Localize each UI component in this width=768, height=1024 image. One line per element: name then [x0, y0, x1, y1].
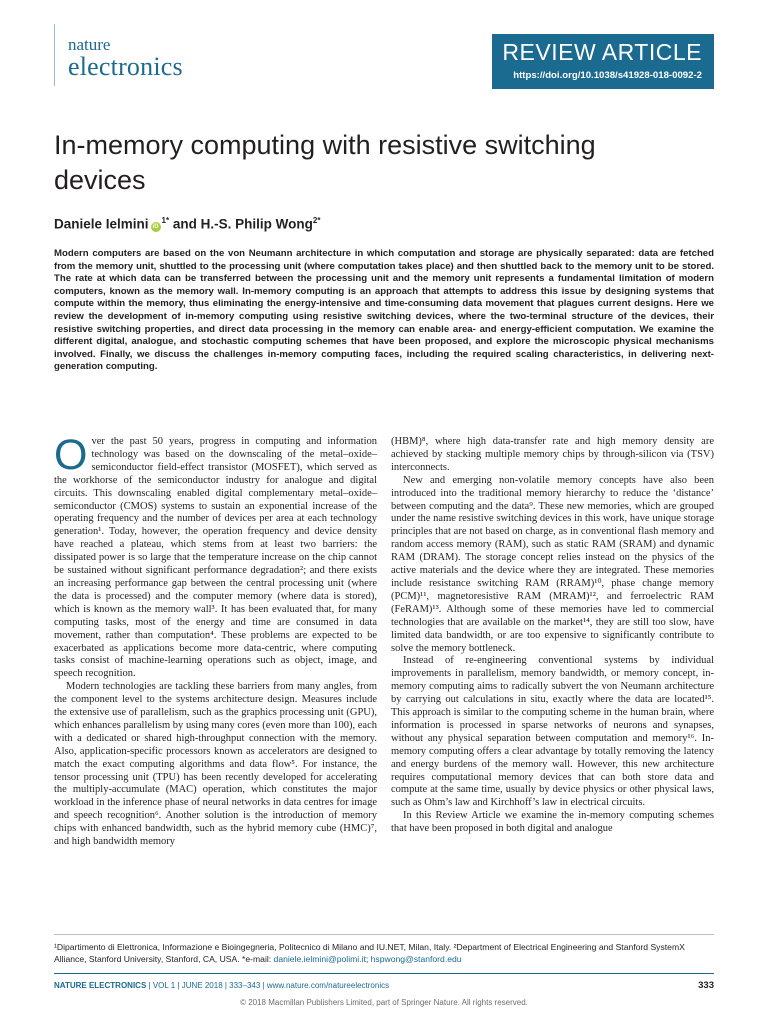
- affiliations: [54, 941, 714, 965]
- body-paragraph: (HBM)⁸, where high data-transfer rate and high memory density are achieved by stacking multiple memory chips by through-silicon via (TSV) interconnects.: [391, 436, 714, 473]
- drop-cap: O: [54, 431, 88, 479]
- footnote-divider: [54, 934, 714, 935]
- body-paragraph: [54, 431, 377, 681]
- article-title: In-memory computing with resistive switching devices: [54, 130, 596, 195]
- orcid-icon[interactable]: iD: [152, 223, 159, 230]
- author-1-name[interactable]: Daniele Ielmini: [54, 216, 149, 232]
- footer-journal-name: NATURE ELECTRONICS: [54, 981, 147, 990]
- body-paragraph: Instead of re-engineering conventional systems by individual improvements in parallelism, memory bandwidth, or memory concept, in-memory computing aims to radically subvert the von Neumann architecture by carrying out calculations in situ, exactly where the data are located¹⁵. This approach is similar to the computing scheme in the human brain, where information is processed in sparse networks of neurons and synapses, without any physical separation between computation and memory¹⁶. In-memory computing offers a clear advantage by totally removing the latency and energy burdens of the memory wall. However, this new architecture requires computational memory devices that can both store data and compute at the same time, usually by device physics or other physical laws, such as Ohm’s law and Kirchhoff’s law in electrical circuits.: [391, 655, 714, 809]
- email-separator: ;: [365, 954, 371, 964]
- author-1-marks: 1*: [161, 216, 170, 225]
- body-paragraph: In this Review Article we examine the in-memory computing schemes that have been proposed in both digital and analogue: [391, 810, 714, 835]
- copyright-notice: © 2018 Macmillan Publishers Limited, part of Springer Nature. All rights reserved.: [240, 998, 528, 1007]
- author-list: [54, 216, 674, 232]
- journal-logo-line1: nature: [68, 35, 111, 54]
- footer-divider: [54, 973, 714, 974]
- author-2-marks: 2*: [312, 216, 321, 225]
- affiliation-text: ¹Dipartimento di Elettronica, Informazione e Bioingegneria, Politecnico di Milano and IU.NET, Milan, Italy. ²Department of Electrical Engineering and Stanford SystemX Alliance, Stanford University, Stanford, CA, USA. *e-mail:: [54, 942, 685, 964]
- article-type-banner: [492, 34, 714, 89]
- journal-logo-line2: electronics: [68, 52, 183, 81]
- article-type: REVIEW ARTICLE: [502, 39, 702, 65]
- body-column-right: [391, 436, 714, 836]
- doi-link[interactable]: https://doi.org/10.1038/s41928-018-0092-2: [513, 70, 702, 81]
- footer-url[interactable]: www.nature.com/natureelectronics: [266, 981, 390, 990]
- footer-citation: [54, 981, 389, 990]
- body-column-left: [54, 431, 377, 849]
- footer-issue-info: | VOL 1 | JUNE 2018 | 333–343 |: [146, 981, 267, 990]
- email-link-1[interactable]: daniele.ielmini@polimi.it: [273, 954, 366, 964]
- abstract: Modern computers are based on the von Neumann architecture in which computation and storage are physically separated: data are fetched from the memory unit, shuttled to the processing unit (where computation takes place) and then shuttled back to the memory unit to be stored. The rate at which data can be transferred between the processing unit and the memory unit represents a fundamental limitation of modern computers, known as the memory wall. In-memory computing is an approach that attempts to address this issue by designing systems that compute within the memory, thus eliminating the energy-intensive and time-consuming data movement that plagues current designs. Here we review the development of in-memory computing using resistive switching devices, where the two-terminal structure of the devices, their resistive switching properties, and direct data processing in the memory can enable area- and energy-efficient computation. We examine the different digital, analogue, and stochastic computing schemes that have been proposed, and explore the microscopic physical mechanisms involved. Finally, we discuss the challenges in-memory computing faces, including the required scaling characteristics, in delivering next-generation computing.: [54, 248, 714, 373]
- body-paragraph: New and emerging non-volatile memory concepts have also been introduced into the traditional memory hierarchy to reduce the ‘distance’ between computing and the data⁹. These new memories, which are grouped under the name resistive switching devices in this work, have unique storage principles that are not based on charge, as in conventional flash memory and random access memory (RAM), such as static RAM (SRAM) and dynamic RAM (DRAM). The storage concept relies instead on the physics of the active materials and the device where they are integrated. These memories include resistance switching RAM (RRAM)¹⁰, phase change memory (PCM)¹¹, magnetoresistive RAM (MRAM)¹², and ferroelectric RAM (FeRAM)¹³. Although some of these memories have led to commercial technologies that are available on the market¹⁴, they are still too slow, have limited data bandwidth, or are too expensive to significantly contribute to solve the memory bottleneck.: [391, 474, 714, 654]
- author-conjunction: and: [169, 216, 201, 232]
- author-2-name[interactable]: H.-S. Philip Wong: [200, 216, 313, 232]
- page-number: 333: [698, 980, 714, 991]
- body-paragraph: Modern technologies are tackling these barriers from many angles, from the component level to the systems architecture design. Measures include the extensive use of parallelism, such as the graphics processing unit (GPU), which enhances parallelism by using many cores (even more than 100), each with a dedicated or shared high-throughput connection with the memory. Also, application-specific processors known as accelerators are designed to match the exact computing algorithms and data flow⁵. For instance, the tensor processing unit (TPU) has been recently developed for accelerating the multiply-accumulate (MAC) operation, which constitutes the major workload in the inference phase of neural networks in data centres for image and speech recognition⁶. Another solution is the introduction of memory chips with enhanced bandwidth, such as the hybrid memory cube (HMC)⁷, and high bandwidth memory: [54, 681, 377, 848]
- header-divider: [54, 24, 55, 86]
- paragraph-text: ver the past 50 years, progress in computing and information technology was based on the downscaling of the metal–oxide–semiconductor field-effect transistor (MOSFET), which served as the workhorse of the semiconductor industry for analogue and digital circuits. This downscaling enabled digital complementary metal–oxide–semiconductor (CMOS) systems to sustain an exponential increase of the operating frequency and the number of devices per area at each technology generation¹. Today, however, the operation frequency and device density have reached a plateau, which stems from at least two barriers: the dissipated power is so large that the temperature increase on the chip cannot be sustained without significant performance degradation²; and there exists an increasing performance gap between the central processing unit (where the data is processed) and the computer memory (where data is stored), which is known as the memory wall³. It has been evaluated that, for many computing tasks, most of the energy and time are consumed in data movement, rather than computation⁴. These problems are expected to be exacerbated as applications become more data-centric, where computing tasks consist of machine-learning operations such as object, image, and speech recognition.: [54, 436, 377, 680]
- email-link-2[interactable]: hspwong@stanford.edu: [370, 954, 462, 964]
- journal-logo[interactable]: [68, 36, 183, 80]
